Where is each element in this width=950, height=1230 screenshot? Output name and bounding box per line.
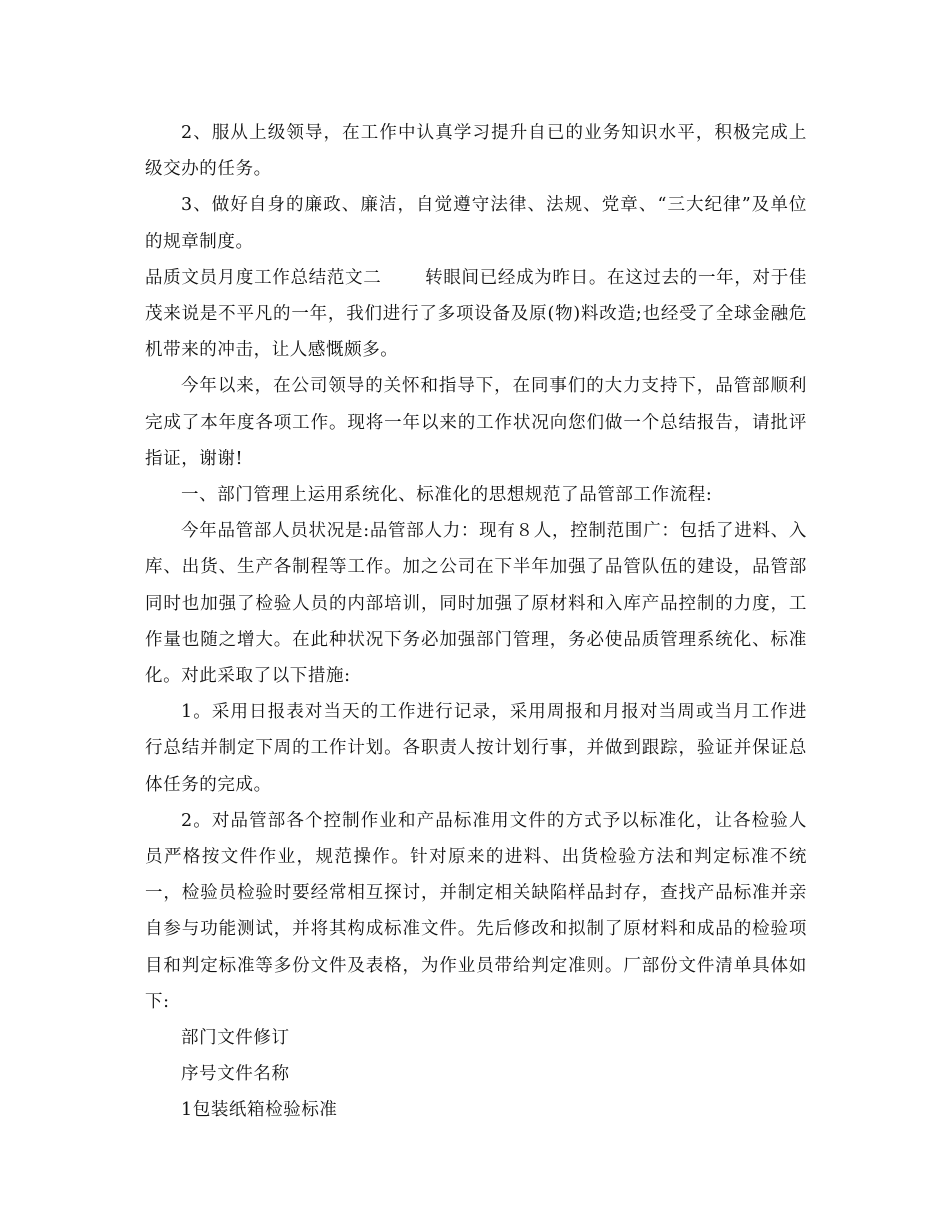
paragraph-item-3: 3、做好自身的廉政、廉洁，自觉遵守法律、法规、党章、“三大纪律”及单位的规章制度。 (145, 195, 807, 252)
paragraph-measure-1: 1。采用日报表对当天的工作进行记录，采用周报和月报对当周或当月工作进行总结并制定下周的工作计划。各职责人按计划行事，并做到跟踪，验证并保证总体任务的完成。 (145, 702, 807, 795)
table-row-line: 1包装纸箱检验标准 (181, 1100, 338, 1121)
paragraph-staff-status: 今年品管部人员状况是:品管部人力：现有８人，控制范围广：包括了进料、入库、出货、生产各制程等工作。加之公司在下半年加强了品管队伍的建设，品管部同时也加强了检验人员的内部培训，同时加强了原材料和入库产品控制的力度，工作量也随之增大。在此种状况下务必加强部门管理，务必使品质管理系统化、标准化。对此采取了以下措施: (145, 521, 807, 687)
paragraph-opening-text: 转眼间已经成为昨日。在这过去的一年，对于佳茂来说是不平凡的一年，我们进行了多项设备及原(物)料改造;也经受了全球金融危机带来的冲击，让人感慨颇多。 (145, 267, 807, 361)
paragraph-measure-2: 2。对品管部各个控制作业和产品标准用文件的方式予以标准化，让各检验人员严格按文件作业，规范操作。针对原来的进料、出货检验方法和判定标准不统一，检验员检验时要经常相互探讨，并制定相关缺陷样品封存，查找产品标准并亲自参与功能测试，并将其构成标准文件。先后修改和拟制了原材料和成品的检验项目和判定标准等多份文件及表格，为作业员带给判定准则。厂部份文件清单具体如下: (145, 810, 807, 1012)
table-header-line: 序号文件名称 (181, 1064, 290, 1085)
paragraph-dept-doc-revision: 部门文件修订 (181, 1028, 290, 1049)
paragraph-summary-title (145, 260, 807, 369)
paragraph-section-heading: 一、部门管理上运用系统化、标准化的思想规范了品管部工作流程: (181, 485, 713, 506)
paragraph-intro: 今年以来，在公司领导的关怀和指导下，在同事们的大力支持下，品管部顺利完成了本年度各项工作。现将一年以来的工作状况向您们做一个总结报告，请批评指证，谢谢! (145, 376, 807, 469)
section-title: 品质文员月度工作总结范文二 (145, 267, 382, 288)
document-body (145, 115, 807, 1129)
title-gap (381, 268, 425, 288)
paragraph-item-2: 2、服从上级领导，在工作中认真学习提升自已的业务知识水平，积极完成上级交办的任务。 (145, 123, 807, 180)
